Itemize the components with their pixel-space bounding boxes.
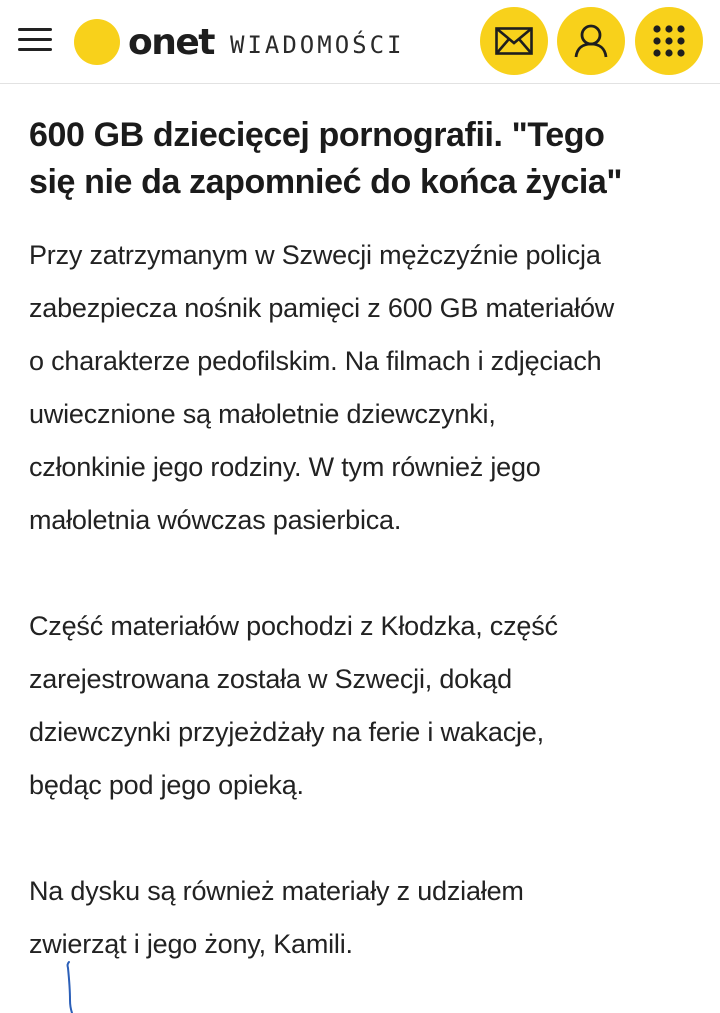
user-account-button[interactable] [557,7,625,75]
article-title-line: się nie da zapomnieć do końca życia" [29,163,623,201]
paragraph-line: Przy zatrzymanym w Szwecji mężczyźnie policja [29,240,601,270]
paragraph-line: zwierząt i jego żony, Kamili. [29,929,353,959]
article-paragraph [29,229,699,547]
article-title-line: 600 GB dziecięcej pornografii. "Tego [29,116,605,154]
article-body [29,229,699,971]
paragraph-line: uwiecznione są małoletnie dziewczynki, [29,399,496,429]
article-title [29,112,699,206]
paragraph-line: członkinie jego rodziny. W tym również jego [29,452,541,482]
paragraph-line: Część materiałów pochodzi z Kłodzka, część [29,611,558,641]
pen-mark [60,960,80,1013]
article-paragraph [29,865,699,971]
paragraph-line: będąc pod jego opieką. [29,770,304,800]
top-navigation-bar [0,0,720,84]
onet-logo-link[interactable] [74,14,405,70]
user-icon [573,23,609,59]
onet-logo-dot [74,19,120,65]
paragraph-line: dziewczynki przyjeżdżały na ferie i wakacje, [29,717,544,747]
paragraph-line: zabezpiecza nośnik pamięci z 600 GB materiałów [29,293,615,323]
section-label: WIADOMOŚCI [230,31,405,59]
apps-menu-button[interactable] [635,7,703,75]
article-paragraph [29,600,699,812]
mail-button[interactable] [480,7,548,75]
menu-line [18,28,52,31]
mail-icon [495,27,533,55]
paragraph-line: Na dysku są również materiały z udziałem [29,876,524,906]
paragraph-line: o charakterze pedofilskim. Na filmach i zdjęciach [29,346,602,376]
onet-logo-text: onet [128,21,214,63]
menu-line [18,38,52,41]
hamburger-menu-icon[interactable] [16,22,54,56]
apps-grid-icon [652,24,686,58]
paragraph-line: małoletnia wówczas pasierbica. [29,505,402,535]
menu-line [18,48,52,51]
paragraph-line: zarejestrowana została w Szwecji, dokąd [29,664,512,694]
